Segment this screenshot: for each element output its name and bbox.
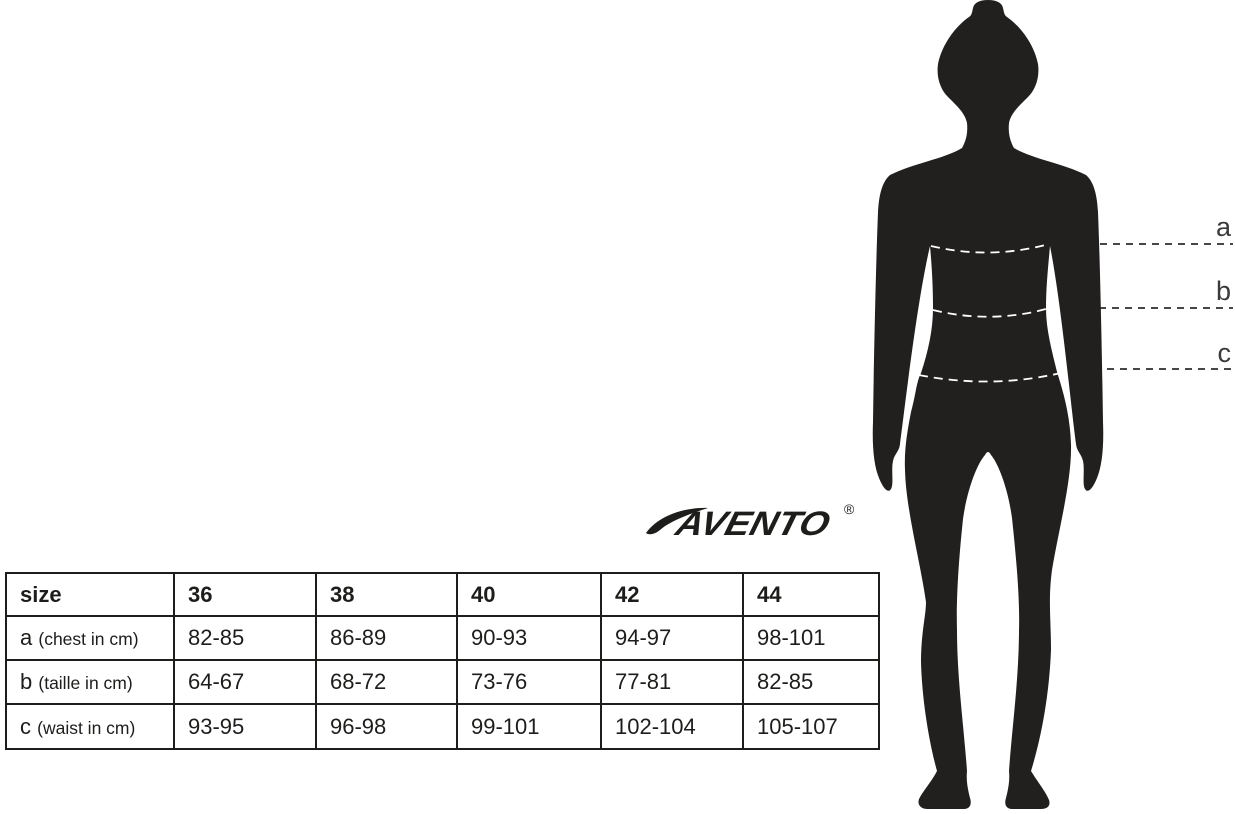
row-label-chest <box>6 616 174 660</box>
row-suffix: (waist in cm) <box>37 717 136 738</box>
size-38-header: 38 <box>316 573 457 616</box>
logo-wordmark: AVENTO <box>671 505 821 543</box>
row-label-waist <box>6 704 174 749</box>
row-label-taille <box>6 660 174 704</box>
taille-value-42: 77-81 <box>601 660 743 704</box>
size-40-header: 40 <box>457 573 601 616</box>
measurement-label-a: a <box>1215 212 1231 242</box>
size-chart-table <box>5 572 880 750</box>
avento-logo <box>628 488 868 550</box>
measurement-label-c: c <box>1217 338 1231 368</box>
row-letter: a <box>20 625 33 650</box>
table-row-waist <box>6 704 879 749</box>
size-44-header: 44 <box>743 573 879 616</box>
waist-value-44: 105-107 <box>743 704 879 749</box>
waist-value-38: 96-98 <box>316 704 457 749</box>
size-chart-header-row <box>6 573 879 616</box>
taille-value-36: 64-67 <box>174 660 316 704</box>
chest-value-40: 90-93 <box>457 616 601 660</box>
female-body-silhouette <box>860 0 1235 814</box>
row-letter: b <box>20 669 33 694</box>
taille-value-40: 73-76 <box>457 660 601 704</box>
taille-value-44: 82-85 <box>743 660 879 704</box>
size-header-cell: size <box>6 573 174 616</box>
chest-value-36: 82-85 <box>174 616 316 660</box>
waist-value-36: 93-95 <box>174 704 316 749</box>
taille-value-38: 68-72 <box>316 660 457 704</box>
chest-value-42: 94-97 <box>601 616 743 660</box>
row-suffix: (chest in cm) <box>38 629 139 649</box>
waist-value-42: 102-104 <box>601 704 743 749</box>
silhouette-path <box>873 0 1104 809</box>
row-suffix: (taille in cm) <box>38 673 133 693</box>
size-36-header: 36 <box>174 573 316 616</box>
row-letter: c <box>20 713 31 739</box>
waist-value-40: 99-101 <box>457 704 601 749</box>
measurement-label-b: b <box>1215 276 1231 306</box>
table-row-chest <box>6 616 879 660</box>
chest-value-44: 98-101 <box>743 616 879 660</box>
logo-registered-mark: ® <box>844 501 855 517</box>
chest-value-38: 86-89 <box>316 616 457 660</box>
size-42-header: 42 <box>601 573 743 616</box>
table-row-taille <box>6 660 879 704</box>
